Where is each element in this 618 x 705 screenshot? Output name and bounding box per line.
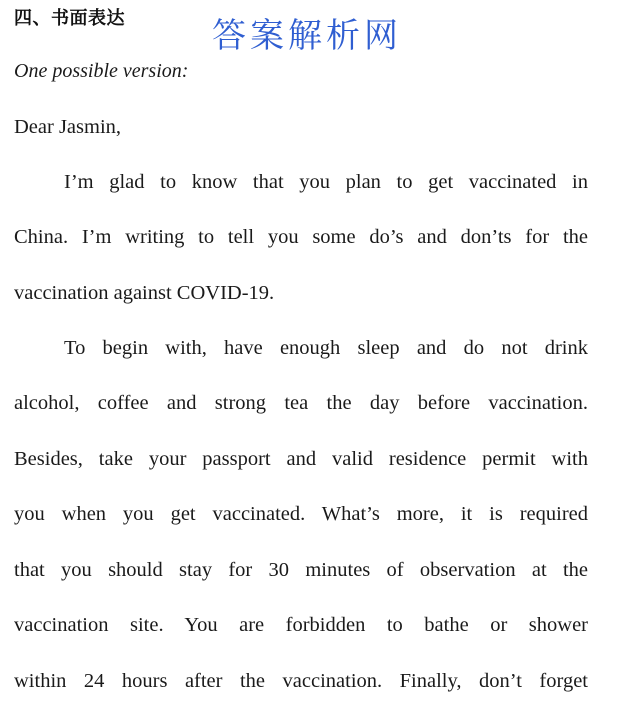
text-line-3: vaccination against COVID-19. — [14, 282, 275, 304]
text-line-9: vaccination site. You are forbidden to bathe or shower — [14, 614, 588, 636]
text-line-4: To begin with, have enough sleep and do not drink — [64, 337, 588, 359]
text-line-5: alcohol, coffee and strong tea the day before vaccination. — [14, 392, 588, 414]
text-line-1: I’m glad to know that you plan to get vaccinated in — [64, 171, 588, 193]
salutation: Dear Jasmin, — [14, 116, 122, 138]
version-label: One possible version: — [14, 60, 189, 82]
text-line-6: Besides, take your passport and valid residence permit with — [14, 448, 588, 470]
watermark-text: 答案解析网 — [212, 16, 402, 56]
text-line-10: within 24 hours after the vaccination. Finally, don’t forget — [14, 670, 588, 692]
section-heading: 四、书面表达 — [14, 8, 125, 29]
text-line-7: you when you get vaccinated. What’s more, it is required — [14, 503, 588, 525]
text-line-8: that you should stay for 30 minutes of observation at the — [14, 559, 588, 581]
text-line-2: China. I’m writing to tell you some do’s and don’ts for the — [14, 226, 588, 248]
